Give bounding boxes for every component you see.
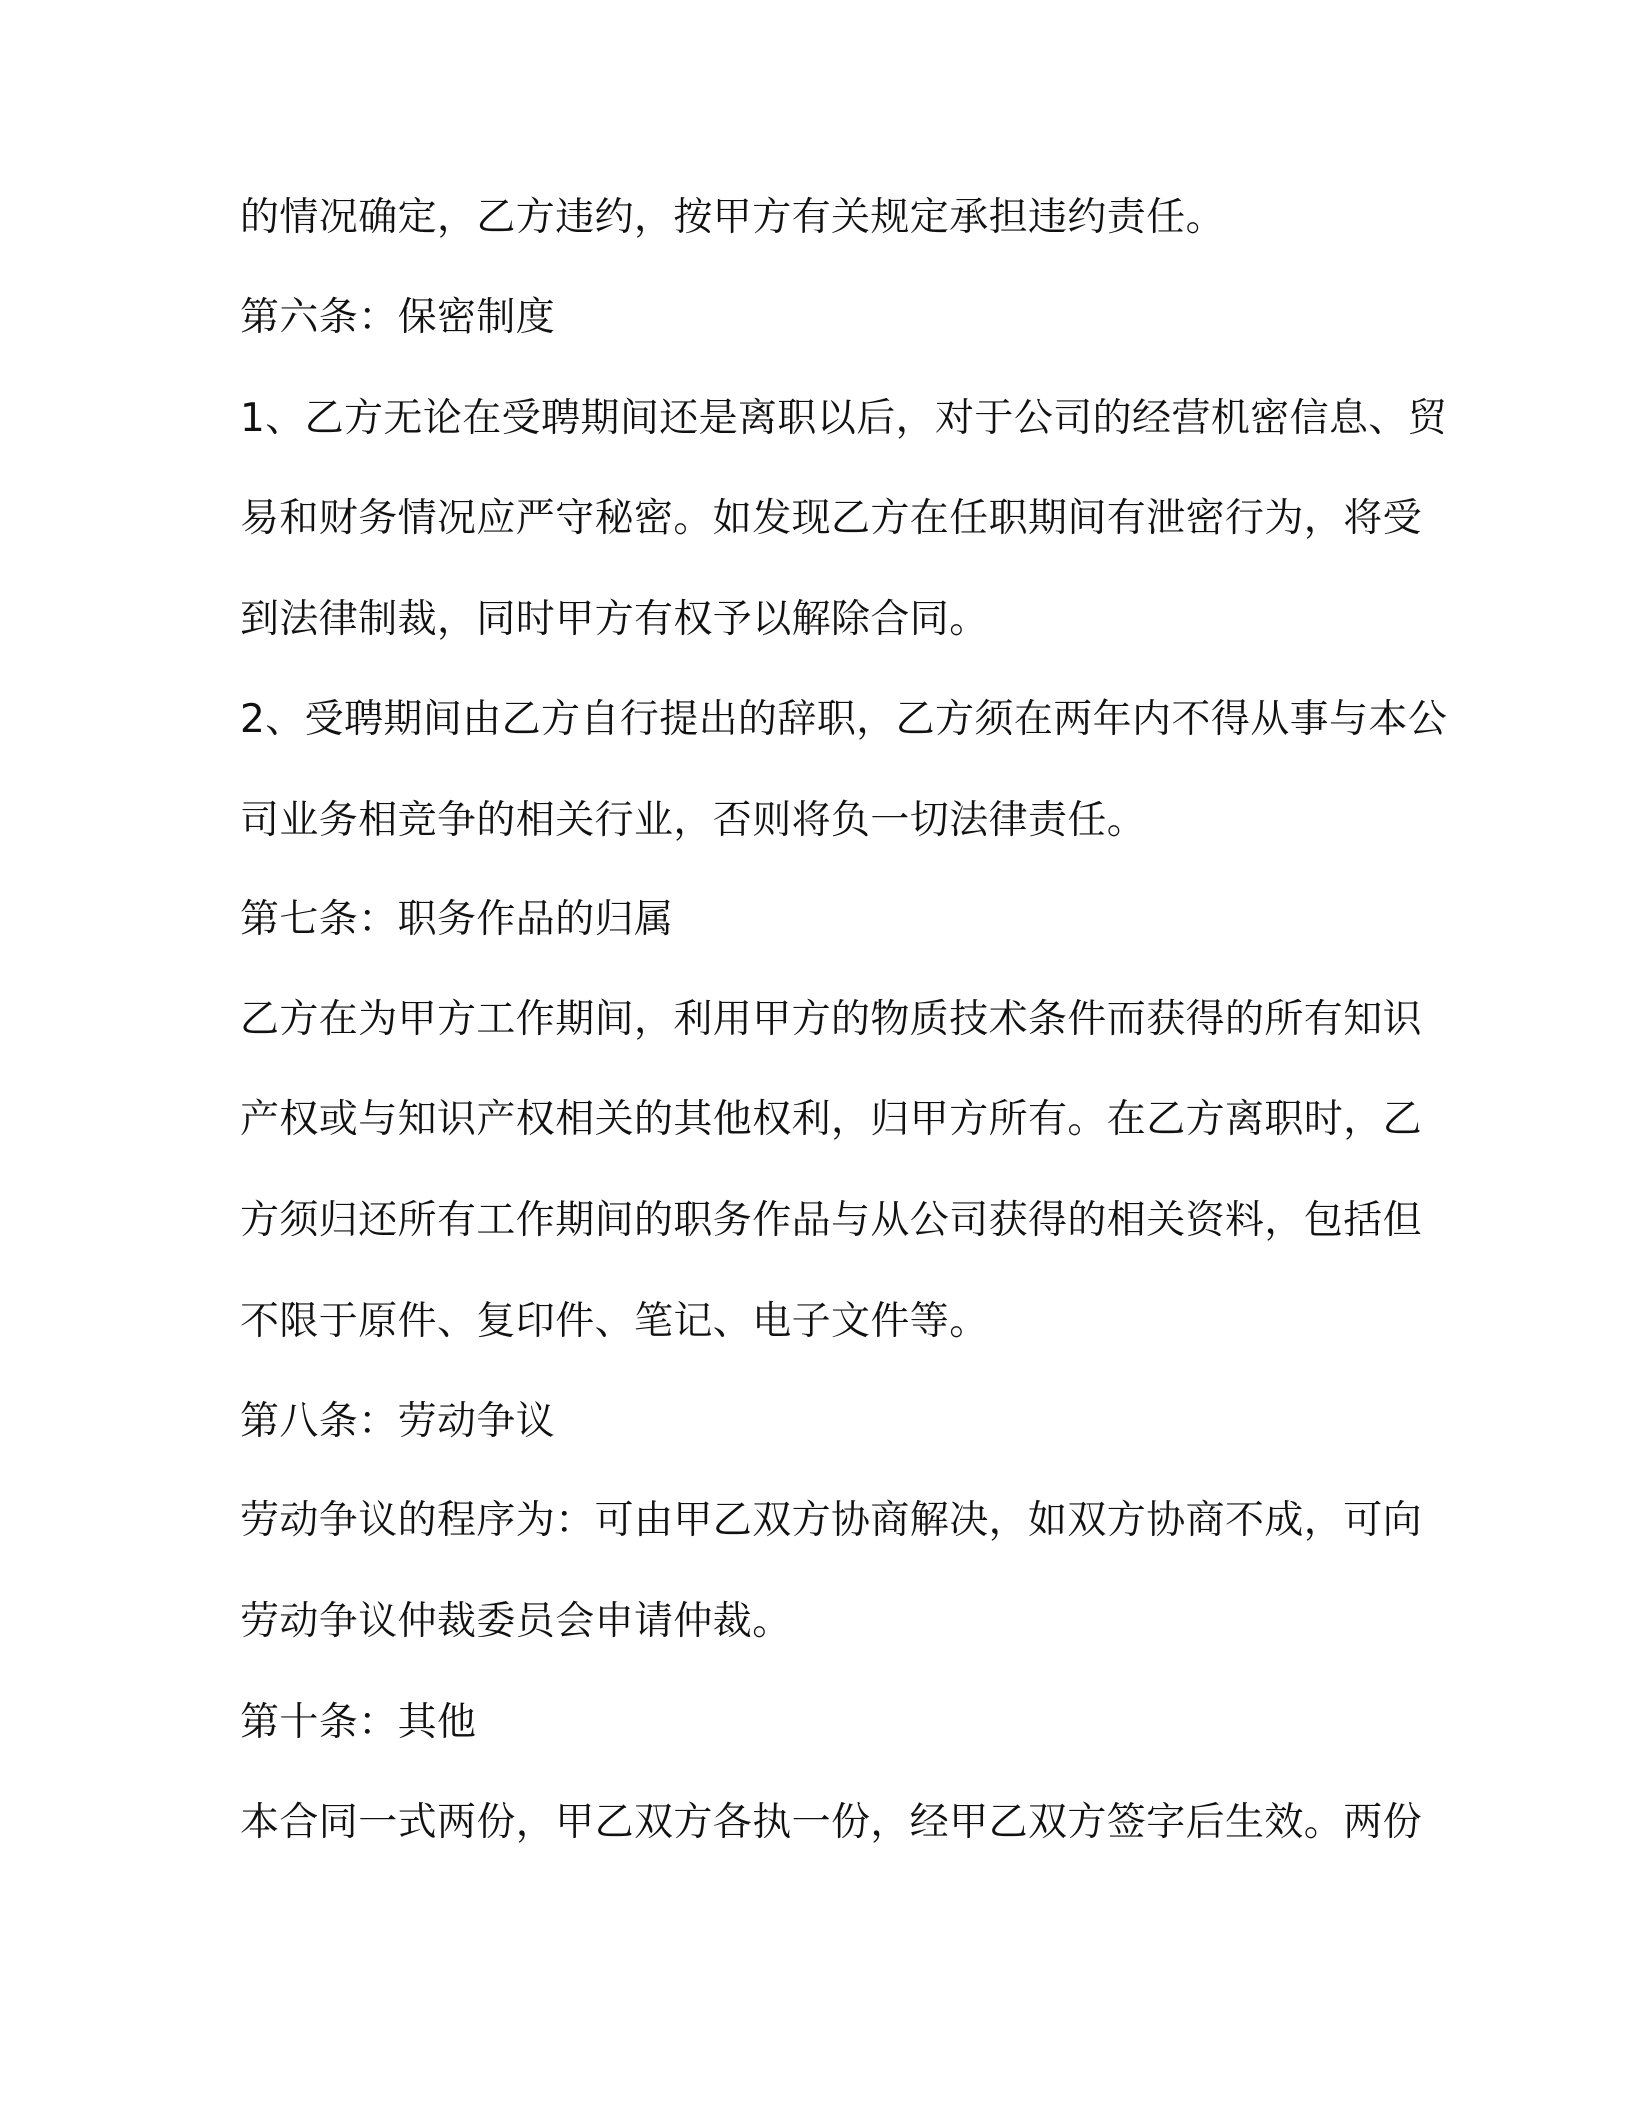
text-line: 到法律制裁，同时甲方有权予以解除合同。 <box>240 597 989 642</box>
text-line: 劳动争议的程序为：可由甲乙双方协商解决，如双方协商不成，可向 <box>240 1498 1423 1543</box>
text-line: 产权或与知识产权相关的其他权利，归甲方所有。在乙方离职时，乙 <box>240 1097 1423 1142</box>
text-line: 2、受聘期间由乙方自行提出的辞职，乙方须在两年内不得从事与本公 <box>240 697 1448 742</box>
text-line: 方须归还所有工作期间的职务作品与从公司获得的相关资料，包括但 <box>240 1198 1423 1243</box>
text-line: 的情况确定，乙方违约，按甲方有关规定承担违约责任。 <box>240 195 1226 240</box>
text-line: 劳动争议仲裁委员会申请仲裁。 <box>240 1599 792 1644</box>
text-line: 司业务相竞争的相关行业，否则将负一切法律责任。 <box>240 798 1147 843</box>
section-heading-article-6: 第六条：保密制度 <box>240 295 556 340</box>
text-line: 乙方在为甲方工作期间，利用甲方的物质技术条件而获得的所有知识 <box>240 997 1423 1042</box>
text-line: 易和财务情况应严守秘密。如发现乙方在任职期间有泄密行为，将受 <box>240 496 1423 541</box>
section-heading-article-8: 第八条：劳动争议 <box>240 1399 556 1444</box>
section-heading-article-7: 第七条：职务作品的归属 <box>240 897 674 942</box>
section-heading-article-10: 第十条：其他 <box>240 1700 477 1745</box>
text-line: 不限于原件、复印件、笔记、电子文件等。 <box>240 1299 989 1344</box>
text-line: 1、乙方无论在受聘期间还是离职以后，对于公司的经营机密信息、贸 <box>240 396 1448 441</box>
text-line: 本合同一式两份，甲乙双方各执一份，经甲乙双方签字后生效。两份 <box>240 1800 1423 1845</box>
